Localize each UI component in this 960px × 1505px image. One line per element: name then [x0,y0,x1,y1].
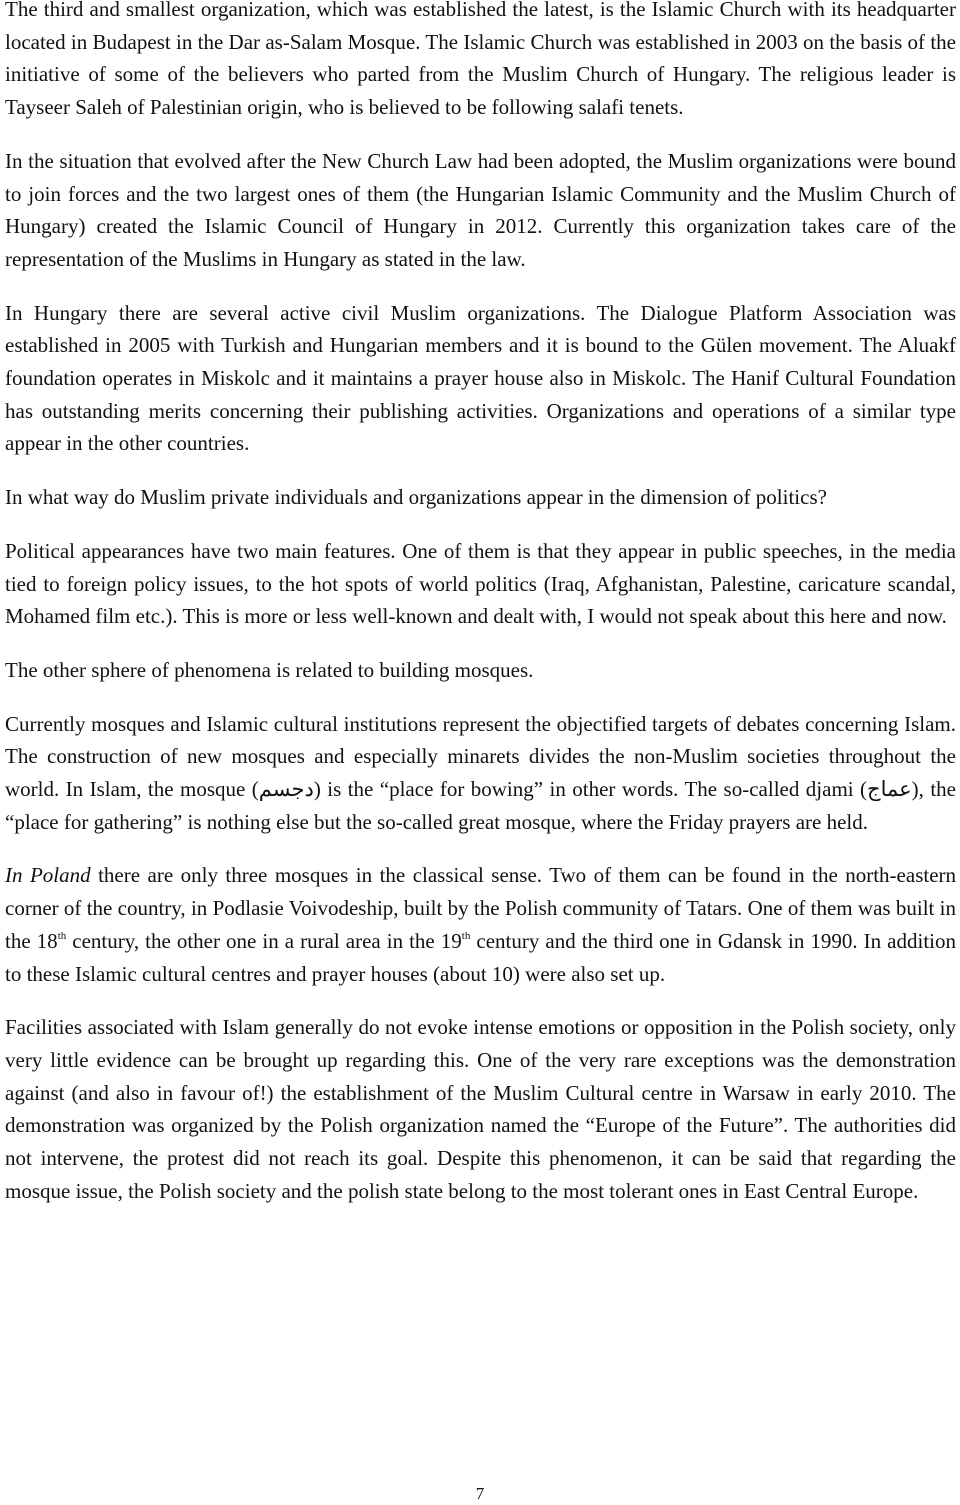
text-run: century, the other one in a rural area in the 19 [66,928,462,953]
paragraph-civil-organizations: In Hungary there are several active civil Muslim organizations. The Dialogue Platform Association was established in 2005 with Turkish and Hungarian members and it is bound to the Gülen movement. The Aluakf foundation operates in Miskolc and it maintains a prayer house also in Miskolc. The Hanif Cultural Foundation has outstanding merits concerning their publishing activities. Organizations and operations of a similar type appear in the other countries. [5,300,956,456]
paragraph-building-mosques: The other sphere of phenomena is related to building mosques. [5,657,534,682]
paragraph-politics-question: In what way do Muslim private individuals and organizations appear in the dimension of politics? [5,485,827,510]
text-run: Currently mosques and Islamic cultural institutions represent the objectified targets of debates concerning Islam. The construction of new mosques and especially minarets divides the non-Muslim societies throughout the world. In Islam, the mosque ( [5,711,956,802]
italic-run: In Poland [5,863,91,888]
paragraph-polish-society: Facilities associated with Islam generally do not evoke intense emotions or opposition in the Polish society, only very little evidence can be brought up regarding this. One of the very rare exceptions was the demonstration against (and also in favour of!) the establishment of the Muslim Cultural centre in Warsaw in early 2010. The demonstration was organized by the Polish organization named the “Europe of the Future”. The authorities did not intervene, the protest did not reach its goal. Despite this phenomenon, it can be said that regarding the mosque issue, the Polish society and the polish state belong to the most tolerant ones in East Central Europe. [5,1015,956,1203]
page-number: 7 [475,1484,485,1503]
text-run: ), the “place for gathering” is nothing else but the so-called great mosque, where the Friday prayers are held. [5,777,957,834]
superscript: th [57,929,67,942]
arabic-word-jami: عماج [867,777,912,802]
text-run: ) is the “place for bowing” in other words. The so-called djami ( [313,777,868,802]
superscript: th [461,929,471,942]
arabic-word-masjid: دجسم [258,777,314,802]
paragraph-political-appearances: Political appearances have two main features. One of them is that they appear in public speeches, in the media tied to foreign policy issues, to the hot spots of world politics (Iraq, Afghanistan, Palestine, caricature scandal, Mohamed film etc.). This is more or less well-known and dealt with, I would not speak about this here and now. [5,538,956,629]
paragraph-islamic-church: The third and smallest organization, which was established the latest, is the Islamic Church with its headquarter located in Budapest in the Dar as-Salam Mosque. The Islamic Church was established in 2003 on the basis of the initiative of some of the believers who parted from the Muslim Church of Hungary. The religious leader is Tayseer Saleh of Palestinian origin, who is believed to be following salafi tenets. [5,0,956,120]
text-run: century and the third one in Gdansk in 1990. In addition to these Islamic cultural centres and prayer houses (about 10) were also set up. [5,928,956,986]
text-run: there are only three mosques in the classical sense. Two of them can be found in the north-eastern corner of the country, in Podlasie Voivodeship, built by the Polish community of Tatars. One of them was built in the 18 [5,863,957,953]
paragraph-poland-mosques [5,859,956,990]
paragraph-islamic-council: In the situation that evolved after the New Church Law had been adopted, the Muslim organizations were bound to join forces and the two largest ones of them (the Hungarian Islamic Community and the Muslim Church of Hungary) created the Islamic Council of Hungary in 2012. Currently this organization takes care of the representation of the Muslims in Hungary as stated in the law. [5,148,956,271]
paragraph-mosque-debates [5,708,956,839]
document-page [5,0,956,1208]
